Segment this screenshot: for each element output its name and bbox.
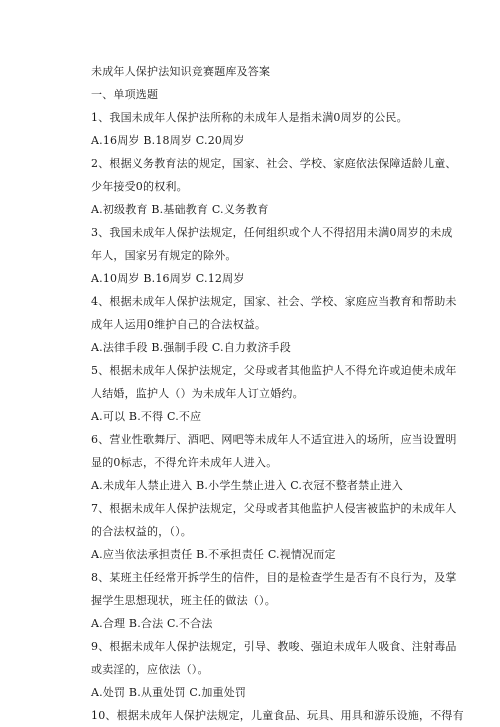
question-text: 8、某班主任经常开拆学生的信件，目的是检查学生是否有不良行为，及掌 — [91, 571, 457, 584]
question-text: 1、我国未成年人保护法所称的未成年人是指未满0周岁的公民。 — [91, 111, 408, 124]
question-text: 3、我国未成年人保护法规定，任何组织或个人不得招用未满0周岁的未成 — [91, 226, 453, 239]
question-text: 6、营业性歌舞厅、酒吧、网吧等未成年人不适宜进入的场所，应当设置明 — [91, 433, 457, 446]
question-text: 2、根据义务教育法的规定，国家、社会、学校、家庭依法保障适龄儿童、 — [91, 157, 457, 170]
question-text: 少年接受0的权利。 — [91, 180, 188, 193]
question-text: 10、根据未成年人保护法规定，儿童食品、玩具、用具和游乐设施，不得有 — [91, 709, 464, 722]
document-title: 未成年人保护法知识竞赛题库及答案 — [91, 65, 271, 78]
question-text: 的合法权益的，（）。 — [91, 525, 192, 538]
document-body — [91, 60, 464, 727]
section-heading: 一、单项选题 — [91, 88, 159, 101]
question-text: 7、根据未成年人保护法规定，父母或者其他监护人侵害被监护的未成年人 — [91, 502, 457, 515]
question-text: 年人，国家另有规定的除外。 — [91, 249, 237, 262]
answer-options: A.未成年人禁止进入 B.小学生禁止进入 C.衣冠不整者禁止进入 — [91, 479, 403, 492]
question-text: 4、根据未成年人保护法规定，国家、社会、学校、家庭应当教育和帮助未 — [91, 295, 457, 308]
answer-options: A.应当依法承担责任 B.不承担责任 C.视情况而定 — [91, 548, 336, 561]
question-text: 成年人运用0维护自己的合法权益。 — [91, 318, 267, 331]
answer-options: A.法律手段 B.强制手段 C.自力救济手段 — [91, 341, 291, 354]
question-text: 显的0标志，不得允许未成年人进入。 — [91, 456, 278, 469]
question-text: 人结婚，监护人（）为未成年人订立婚约。 — [91, 387, 304, 400]
answer-options: A.处罚 B.从重处罚 C.加重处罚 — [91, 686, 247, 699]
question-text: 握学生思想现状，班主任的做法（）。 — [91, 594, 276, 607]
question-text: 9、根据未成年人保护法规定，引导、教唆、强迫未成年人吸食、注射毒品 — [91, 640, 457, 653]
answer-options: A.初级教育 B.基础教育 C.义务教育 — [91, 203, 269, 216]
question-text: 5、根据未成年人保护法规定，父母或者其他监护人不得允许或迫使未成年 — [91, 364, 457, 377]
answer-options: A.16周岁 B.18周岁 C.20周岁 — [91, 134, 245, 147]
question-text: 或卖淫的，应依法（）。 — [91, 663, 209, 676]
answer-options: A.合理 B.合法 C.不合法 — [91, 617, 213, 630]
answer-options: A.可以 B.不得 C.不应 — [91, 410, 202, 423]
question-list — [91, 106, 464, 727]
answer-options: A.10周岁 B.16周岁 C.12周岁 — [91, 272, 245, 285]
